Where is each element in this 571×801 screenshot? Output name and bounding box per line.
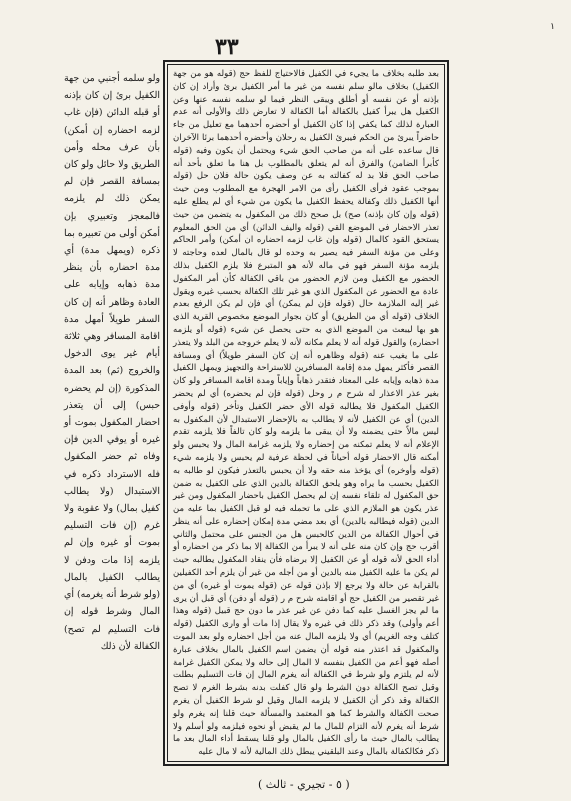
margin-line: وظاهر أنه إن كان السفر	[64, 296, 160, 325]
commentary-line: بالدين أو من أجله من غير أن يلزم أحد الكفيلين بالقرابة عن حالة ولا يرجع إلا بإذن	[173, 568, 439, 591]
margin-line: قوله إن فات التسليم	[64, 606, 160, 635]
margin-line: بموت أو غيره وإن لم يلزمه	[64, 537, 160, 566]
commentary-line: أي لم يطلع عليه (قوله وإن كان بإذنه) صح) بل صحح ذلك من المكفول به يتضمن من حيث تعذر الاحضار في الموضع	[173, 196, 439, 233]
commentary-line: الملازمة حال (قوله فإن لم يمكن) أي فإن لم يكن الرفع بعدم الخلاف (قوله أي من الطريق) أو كان بجوار الموضع	[173, 299, 439, 323]
margin-line: احضاره بأن ينظر مدة	[64, 262, 160, 291]
commentary-line: فيكون لو طالبه به الكفيل بحسب ما يراه وهو يلحق الكفالة بالدين الذي على الكفيل به ضمن حق المكفول له	[173, 465, 439, 502]
page-corner-mark: ١	[550, 22, 555, 32]
margin-line: (إن لم يحضره حبس) إلى	[64, 382, 160, 411]
commentary-line: أنه إن كان السفر طويلاً) أي ومسافة القصر فأكثر يمهل مدة إقامة المسافرين للاستراحة والتجهيز ويمهل	[173, 350, 439, 374]
commentary-text	[165, 62, 447, 765]
margin-line: لزمه احضاره إن أمكن)	[64, 124, 160, 136]
margin-line: (ويمهل مدة) أي مدة	[64, 245, 160, 274]
commentary-line: إلى حاله ولا يمكن الكفيل غرامة لأنه لم يلتزم ولو شرط في الكفالة أنه يغرم المال إن فات التسليم	[173, 657, 439, 681]
commentary-line: القي (قوله واليف الدائن) أي من الحق المعلوم يستحق القود كالمال (قوله وإن غاب لزمه احضاره	[173, 222, 440, 246]
margin-line: يوى الدخول والخروج	[64, 348, 160, 377]
commentary-line: باقي الكفالة كأن أمر المكفول عادة مع الحضور عن المكفول الذي هو غير تلك الكفالة بحسب غيره ويقول غير إليه	[173, 273, 439, 310]
commentary-line: تقدم الإعلام أنه لا يعلم تمكنه من إحضاره ولا يلزمه غرامة المال ولا يحبس ولو أمكنه قال الاحضار	[173, 427, 439, 463]
margin-line: الطريق ولا حائل ولو كان	[64, 159, 160, 171]
margin-line: المسافر وهي ثلاثة أيام غير	[64, 331, 160, 360]
commentary-line: وقد ذكر أن الكفيل لا يلزمه المال وقيل لو شرط الكفيل أن يغرم صحت الكفالة والشرط كما	[173, 696, 440, 719]
commentary-line: ان أمكن) وأمر الحاكم وعلى من مؤنة السفر فيه يصير به وحده لو قال بالمال لعده وحاجته لا يلزمه	[173, 235, 440, 271]
commentary-line: بطلت وقيل تصح الكفالة دون الشرط ولو قال كفلت بدنه بشرط الغرم لا تصح الكفالة	[173, 670, 439, 707]
margin-matn-text	[64, 70, 160, 655]
margin-line: ذهابه وإيابه على العادة	[64, 279, 160, 308]
commentary-line: الكفيل مدة ذهابه وإيابه على المعتاد فتقدر ذهاباً وإياباً ومدة اقامة المسافر ولو كان بغير عذر	[173, 363, 440, 399]
margin-line: كفيل بمال) ولا عقوبة	[73, 503, 160, 515]
margin-line: بأن عرف محله وأمن	[64, 141, 160, 153]
commentary-line: أو نحوه فيلزمه ولو أسلم ولا يطالب بالمال حيث ما رأى الكفيل بالمال ولو قلنا يسقط	[173, 721, 439, 745]
margin-line: طويلاً أمهل مدة اقامة	[64, 313, 160, 343]
commentary-line: م ر (قوله أو دفن) أي قبل أن يرى ما لم يجز الغسل عليه كما دفن عن غير عذر ما دون	[173, 593, 439, 617]
commentary-line: قوله أن يضمن اسم الكفيل بالمال بخلاف عبارة أصله فهو أعم من الكفيل بنفسه لا المال	[173, 644, 439, 668]
commentary-line: والقول قوله أنه لا يعلم مكانه لأنه لا يعلم خروجه من البلد ولا يتعذر على ما يغيب عنه (قوله وظاهره	[173, 337, 439, 361]
commentary-line: مخصوص القرية الذي هو بها ليبعث من الموضع الذي به حتى يحصل عن شيء (قوله أو يلزمه احضاره)	[173, 312, 439, 348]
margin-line: من تعبيره بما ذكره	[64, 227, 160, 257]
commentary-line: على أنه ينظر في أحوال الكفالة من الدين كالحبس هل من الجنس على محتمل والثاني أقرب	[173, 516, 439, 553]
commentary-line: قوله أحياناً في لحظة عرفية لم يحبس ولا يلزمه شيء (قوله وأوخره) أي يؤخذ منه حقه ولا أن يحبس بالتعذر	[173, 452, 439, 476]
commentary-line: مع تعليل من جاء حاضراً يبرئ من الحكم فيبرئ الكفيل به رحلان وأحضره أحدهما	[173, 120, 440, 143]
margin-line: الاستبدال (ولا يطالب	[64, 485, 160, 497]
footer-signature: ( ٥ - تجيري - ثالث )	[258, 778, 350, 791]
commentary-line: نفسه من غير ما أمر الكفيل برئ وأراد إن كان بإذنه أو عن نفسه أو أطلق ويبقى النظر فيما لو سلمه نفسه عنها وعن الكفيل هل يبرأ	[173, 81, 439, 118]
margin-line: أو قبله الدائن (فإن غاب	[64, 107, 160, 119]
commentary-line: أداء المال بعد ما ذكر فكالكفالة بالمال وعند البلقيني يبطل ذلك المالية لأنه لا مال عليه	[173, 734, 439, 758]
margin-line: لأن ذلك	[100, 640, 131, 652]
margin-line: ذلك لم يلزمه فالمعجز	[64, 193, 160, 222]
commentary-line: تلقاء نفسه إن لم يحصل الكفيل باحضار المكفول ومن غير عذر يكون هو الملازم الذي على ما تحمله	[173, 491, 439, 515]
margin-line: فإن وفاه ثم حضر المكفول	[64, 434, 160, 463]
commentary-line: بعد طلبه بخلاف ما يجيء في الكفيل فالاحتياج للفظ حج (قوله هو من جهة الكفيل) بخلاف مالو سلم	[173, 69, 439, 92]
commentary-line: قوله الأي حضر الكفيل وتأخر (قوله وأوفى الدين) أي عن الكفيل لأنه لا يطالب به	[173, 401, 440, 425]
commentary-line: كفيل بالكفالة أما الكفالة لا تعارض ذلك والأولى أنه عدم العبارة لذلك كما يكفي إذا كان الكفيل أو أحضره أحدهما	[173, 107, 439, 131]
commentary-frame	[163, 60, 449, 766]
margin-line: بموت أو غيره أو يوفي الدين	[64, 417, 160, 446]
commentary-line: قوله عن (قوله يموت أو غيره) أي من غير تقصير من الكفيل حج أو اقامته شرح	[173, 580, 439, 604]
margin-line: وتعبيري بإن أمكن أولى	[64, 210, 160, 239]
commentary-line: بموجب عقود فرأى الكفيل رأى من الامر الهجرة مع المطلوب ومن حيث أنها الكفيل ذلك وكفالة يحفظ الكفيل ما يكون من شيء	[173, 184, 439, 207]
commentary-line: مؤنة السفر فهو في ماله لأنه هو المتبرع فلا يلزم الكفيل بذلك الحضور مع الكفيل ومن لازم الحضور من	[173, 260, 440, 284]
commentary-line: قوله أو عن الكفيل إلا برضاه فأن ينقاد المكفول يطالبه حيث لم يكن ما عليه الكفيل منه	[173, 555, 439, 579]
margin-line: بمسافة القصر فإن لم يمكن	[64, 176, 160, 205]
margin-line: لم تصح) الكفالة	[64, 623, 160, 652]
commentary-line: كتلف وجه الغريم) أي ولا يلزمه المال عنه من أجل احضاره ولو بعد الموت والمكفول قد اعتذر منه	[173, 632, 439, 655]
commentary-line: الاعذار له شرح م ر وحل (قوله فإن لم يحضره) أي لم يحضر الكفيل المكفول فلا يطالبه	[173, 388, 440, 412]
commentary-line: فيه لو قبل الكفيل بما عليه من الدين (قوله فيطالبه بالدين) أي بعد مضي مدة إمكان إحضاره	[173, 504, 439, 527]
margin-line: الكفيل بالمال (ولو شرط	[64, 571, 161, 601]
commentary-line: أنه لم يتعلق بالمطلوب بل هنا ما تعلق بأحد أنه صاحب الحق فلا بد له كفالته به عن وصف يكون حالة فلان حل (قوله	[173, 158, 439, 182]
margin-line: ولو سلمه أجنبي من جهة	[64, 73, 160, 84]
commentary-line: هو المعتمد والمسألة حيث قلنا إنه يغرم ولو شرط أنه يغرم لأنه التزام للمال ما لم يقبض	[173, 708, 439, 732]
commentary-line: بالإحضار الاستبدال لأن المكفول به ليس مالاً حتى يضمنه ولا أن يبقى ما يلزمه ولو كان تالفاً فلا يلزمه	[173, 414, 439, 438]
margin-line: ولا غرم (إن فات التسليم	[64, 503, 160, 532]
margin-line: أن يتعذر احضار المكفول	[64, 399, 160, 429]
page-number: ٣٣	[215, 34, 239, 60]
commentary-line: حج قبيل (قوله وهذا أعم وأولى) وقد ذكر ذلك في غيره ولا يقال إذا مات أو وارى الكفيل (قوله	[173, 606, 439, 630]
commentary-line: حج وإن كان منه على أنه لا يبرأ من الكفالة إلا بما ذكر من احضاره أو أداء الحق لأنه	[173, 542, 439, 566]
margin-line: أنه يغرمه) أي المال وشرط	[64, 589, 160, 618]
margin-line: فله الاسترداد ذكره في	[64, 468, 160, 480]
margin-line: إذا مات ودفن لا يطالب	[64, 554, 160, 583]
margin-line: (ثم) بعد المدة المذكورة	[64, 365, 161, 394]
margin-line: الكفيل برئ إن كان بإذنه	[64, 90, 160, 102]
commentary-line: برئا الآخران قال ساعده على أنه من صاحب الحق شيء ويحتمل أن يكون وفيه (قوله كأبرأ الضامن) والفرق	[173, 132, 439, 169]
